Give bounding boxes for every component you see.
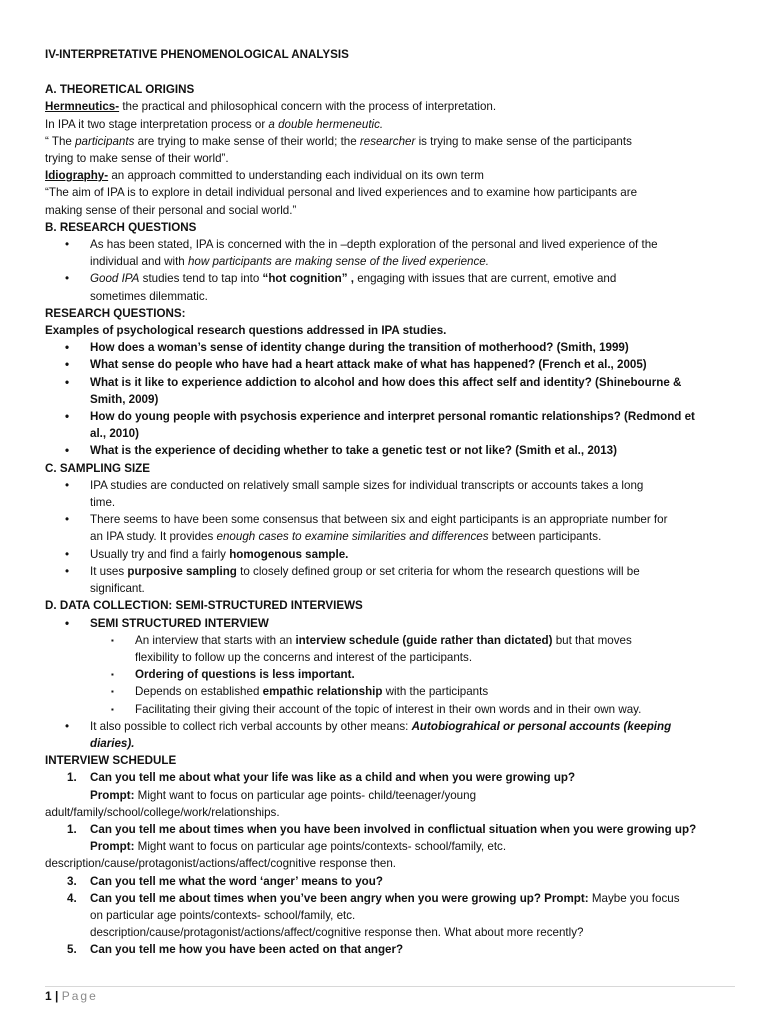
list-item-text: [90, 546, 735, 563]
idiography-term: Idiography-: [45, 169, 109, 183]
item-number: 1.: [67, 822, 77, 836]
idiography-text: an approach committed to understanding each individual on its own term: [108, 169, 484, 183]
list-item-text: • There seems to have been some consensus that between six and eight participants is an appropriate number for: [90, 513, 668, 527]
text-span: to closely defined group or set criteria for whom the research questions will be: [236, 564, 640, 578]
page-label: Page: [61, 989, 98, 1003]
schedule-question: Can you tell me about what your life was like as a child and when you were growing up?: [90, 771, 576, 785]
list-item-text: • IPA studies are conducted on relatively small sample sizes for individual transcripts or accounts takes a long: [90, 478, 644, 492]
text-span: An interview that starts with an: [135, 633, 296, 647]
prompt-label: Prompt:: [90, 788, 135, 802]
item-number: 4.: [67, 891, 77, 905]
section-c-heading: C. SAMPLING SIZE: [45, 461, 150, 475]
schedule-item: [45, 890, 735, 942]
list-item-text: sometimes dilemmatic.: [90, 289, 208, 303]
page-footer: [45, 989, 98, 1003]
list-item: [45, 236, 735, 270]
quote-text: is trying to make sense of the participants: [415, 134, 632, 148]
text-span-bold: “hot cognition” ,: [262, 272, 354, 286]
sub-list-item: [45, 683, 735, 700]
list-item-text: • How do young people with psychosis experience and interpret personal romantic relationships? (Redmond et: [90, 410, 695, 424]
prompt-label: Prompt:: [540, 891, 589, 905]
list-item: [45, 374, 735, 408]
list-item-text: Smith, 2009): [90, 392, 159, 406]
list-item: [45, 356, 735, 373]
quote-line-1: [45, 133, 735, 150]
prompt-text: on particular age points/contexts- school/family, etc.: [90, 908, 356, 922]
schedule-prompt: [90, 787, 735, 804]
quote-participants: participants: [75, 134, 135, 148]
list-item-text: • How does a woman’s sense of identity change during the transition of motherhood? (Smith, 1999): [90, 341, 629, 355]
document-title: IV-INTERPRETATIVE PHENOMENOLOGICAL ANALYSIS: [45, 48, 349, 61]
list-item-text: al., 2010): [90, 427, 139, 441]
document-body: [45, 46, 735, 959]
list-item-text: [90, 563, 735, 580]
list-item-text: diaries).: [90, 736, 135, 750]
prompt-text: description/cause/protagonist/actions/affect/cognitive response then. What about more recently?: [90, 926, 584, 940]
list-item-text: [90, 270, 735, 287]
aim-line-1: “The aim of IPA is to explore in detail individual personal and lived experiences and to examine how participants are: [45, 186, 638, 200]
list-item-text: flexibility to follow up the concerns and interest of the participants.: [135, 650, 473, 664]
section-d-heading: D. DATA COLLECTION: SEMI-STRUCTURED INTERVIEWS: [45, 599, 363, 613]
text-span-italic: how participants are making sense of the lived experience.: [187, 255, 489, 269]
idiography-definition: [45, 167, 735, 184]
sub-list-item: [45, 632, 735, 666]
list-item: [45, 511, 735, 545]
schedule-prompt-continued: adult/family/school/college/work/relationships.: [45, 805, 280, 819]
text-span: Usually try and find a fairly: [90, 547, 230, 561]
schedule-item: [45, 821, 735, 855]
research-questions-intro: Examples of psychological research questions addressed in IPA studies.: [45, 324, 447, 338]
section-b-heading: B. RESEARCH QUESTIONS: [45, 220, 197, 234]
ipa-text: In IPA it two stage interpretation process or: [45, 117, 269, 131]
list-item: [45, 339, 735, 356]
ipa-line: [45, 116, 735, 133]
double-hermeneutic-text: a double hermeneutic.: [268, 117, 384, 131]
text-span: engaging with issues that are current, emotive and: [353, 272, 617, 286]
quote-text: “ The: [45, 134, 76, 148]
quote-line-2: trying to make sense of their world”.: [45, 152, 229, 166]
page-number: 1: [45, 989, 52, 1003]
schedule-question: Can you tell me about times when you’ve been angry when you were growing up?: [90, 891, 541, 905]
text-span: an IPA study. It provides: [90, 530, 217, 544]
prompt-text: Might want to focus on particular age points- child/teenager/young: [134, 788, 477, 802]
item-number: 5.: [67, 943, 77, 957]
list-item: [45, 563, 735, 597]
list-item-text: • What sense do people who have had a heart attack make of what has happened? (French et al., 2005): [90, 358, 647, 372]
text-span: It also possible to collect rich verbal accounts by other means:: [90, 719, 412, 733]
list-item-text: • SEMI STRUCTURED INTERVIEW: [90, 616, 269, 630]
text-span-italic: enough cases to examine similarities and differences: [216, 530, 489, 544]
hermeneutics-definition: [45, 98, 735, 115]
list-item: [45, 442, 735, 459]
text-span: individual and with: [90, 255, 188, 269]
quote-text: are trying to make sense of their world; the: [134, 134, 360, 148]
aim-line-2: making sense of their personal and social world.”: [45, 203, 297, 217]
schedule-prompt-continued: description/cause/protagonist/actions/affect/cognitive response then.: [45, 857, 397, 871]
hermeneutics-term: Hermneutics-: [45, 100, 120, 114]
list-item-text: time.: [90, 496, 116, 510]
text-span-bold: empathic relationship: [262, 685, 383, 699]
section-a-heading: A. THEORETICAL ORIGINS: [45, 83, 195, 97]
list-item-text: [135, 632, 735, 649]
list-item: [45, 477, 735, 511]
list-item-text: [90, 253, 735, 270]
interview-schedule-heading: INTERVIEW SCHEDULE: [45, 754, 177, 768]
text-span: studies tend to tap into: [139, 272, 263, 286]
list-item-text: • As has been stated, IPA is concerned with the in –depth exploration of the personal and lived experience of the: [90, 238, 658, 252]
quote-researcher: researcher: [359, 134, 416, 148]
research-questions-heading: RESEARCH QUESTIONS:: [45, 306, 186, 320]
list-item: [45, 718, 735, 752]
list-item-text: • What is it like to experience addiction to alcohol and how does this affect self and identity? (Shinebourne &: [90, 375, 682, 389]
prompt-text: Might want to focus on particular age points/contexts- school/family, etc.: [134, 840, 507, 854]
list-item-text: ▪ Facilitating their giving their account of the topic of interest in their own words and in their own way.: [135, 702, 642, 716]
text-span-bold-italic: Autobiograhical or personal accounts (keeping: [411, 719, 672, 733]
list-item-text: [90, 718, 735, 735]
item-number: 3.: [67, 874, 77, 888]
schedule-item: [45, 873, 735, 890]
schedule-question: Can you tell me about times when you have been involved in conflictual situation when you were growing up?: [90, 822, 697, 836]
prompt-text: Maybe you focus: [588, 891, 680, 905]
list-item: [45, 546, 735, 563]
schedule-prompt: [90, 838, 735, 855]
text-span-bold: interview schedule (guide rather than dictated): [295, 633, 553, 647]
list-item-text: • What is the experience of deciding whether to take a genetic test or not like? (Smith et al., 2013): [90, 444, 617, 458]
page-separator: |: [51, 989, 62, 1003]
sub-list-item: [45, 666, 735, 683]
schedule-question: Can you tell me how you have been acted on that anger?: [90, 943, 404, 957]
list-item-text: [135, 683, 735, 700]
list-item-text: [90, 528, 735, 545]
list-item-text: ▪ Ordering of questions is less important.: [135, 668, 355, 682]
text-span-italic: Good IPA: [90, 272, 140, 286]
text-span-bold: homogenous sample.: [229, 547, 349, 561]
text-span-bold: purposive sampling: [127, 564, 237, 578]
hermeneutics-text: the practical and philosophical concern with the process of interpretation.: [119, 100, 497, 114]
prompt-label: Prompt:: [90, 840, 135, 854]
list-item: [45, 270, 735, 304]
list-item: [45, 615, 735, 632]
sub-list-item: [45, 701, 735, 718]
schedule-question-line: [90, 890, 735, 907]
text-span: between participants.: [488, 530, 602, 544]
schedule-question: Can you tell me what the word ‘anger’ means to you?: [90, 874, 383, 888]
footer-divider: [45, 986, 735, 987]
schedule-item: [45, 941, 735, 958]
text-span: but that moves: [552, 633, 632, 647]
text-span: Depends on established: [135, 685, 263, 699]
list-item-text: significant.: [90, 582, 145, 596]
schedule-item: [45, 769, 735, 803]
item-number: 1.: [67, 771, 77, 785]
text-span: It uses: [90, 564, 128, 578]
list-item: [45, 408, 735, 442]
text-span: with the participants: [382, 685, 489, 699]
